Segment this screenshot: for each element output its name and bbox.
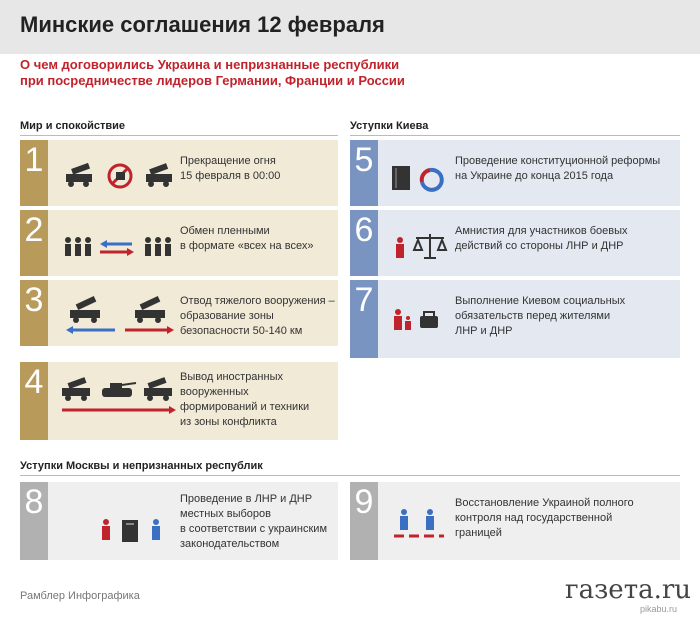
card-number: 4 [20,362,48,440]
person-icon [102,519,110,540]
ballot-box-icon [122,520,138,542]
card-text-line: Восстановление Украиной полного [455,497,634,509]
section-divider [350,135,680,136]
card-text-line: Отвод тяжелого вооружения – [180,295,335,307]
card-1 [20,140,338,206]
card-number: 6 [350,210,378,276]
card-text-line: образование зоны [180,310,274,322]
section-title-moscow: Уступки Москвы и непризнанных республик [20,460,263,472]
card-icons [60,370,180,420]
card-text-line: 15 февраля в 00:00 [180,170,281,182]
card-text-line: местных выборов [180,508,272,520]
card-number: 5 [350,140,378,206]
card-icons [60,218,180,268]
card-text [455,224,675,254]
soldier-icon [145,237,171,256]
missile-launcher-icon [66,163,92,187]
section-divider [20,135,338,136]
card-text-line: безопасности 50-140 км [180,325,303,337]
card-number: 7 [350,280,378,358]
card-icons [60,148,180,198]
missile-launcher-icon [70,296,100,323]
card-text-line: границей [455,527,502,539]
soldier-icon [65,237,91,256]
section-title-peace: Мир и спокойствие [20,120,125,132]
card-text-line: законодательством [180,538,280,550]
tank-icon [102,383,136,397]
card-text [180,294,345,339]
card-icons [60,288,180,338]
card-6 [350,210,680,276]
arrow-icon [125,326,174,334]
person-icon [394,309,411,330]
arrow-icon [66,326,115,334]
missile-launcher-icon [144,377,172,401]
card-text-line: формирований и техники [180,401,310,413]
missile-launcher-icon [135,296,165,323]
brand-logo: газета.ru [565,575,692,605]
card-text-line: из зоны конфликта [180,416,277,428]
card-9 [350,482,680,560]
card-text [180,224,345,254]
card-icons [60,490,180,540]
card-text-line: Проведение конституционной реформы [455,155,661,167]
card-text-line: действий со стороны ЛНР и ДНР [455,240,624,252]
card-2 [20,210,338,276]
card-number: 9 [350,482,378,560]
card-text-line: в соответствии с украинским [180,523,328,535]
wallet-icon [420,312,438,328]
prohibited-icon [109,165,131,187]
card-4 [20,362,338,440]
card-number: 1 [20,140,48,206]
card-text [455,496,675,541]
subtitle-line-1: О чем договорились Украина и непризнанные республики [20,57,400,72]
section-title-kiev: Уступки Киева [350,120,429,132]
missile-launcher-icon [146,163,172,187]
card-5 [350,140,680,206]
person-icon [396,237,404,258]
arrow-icon [100,240,132,248]
person-icon [152,519,160,540]
watermark: pikabu.ru [640,604,678,614]
source-credit: Рамблер Инфографика [20,590,140,602]
card-text-line: на Украине до конца 2015 года [455,170,614,182]
card-text-line: Проведение в ЛНР и ДНР [180,493,313,505]
page-title: Минские соглашения 12 февраля [20,12,385,37]
card-text-line: Обмен пленными [180,225,270,237]
card-text-line: в формате «всех на всех» [180,240,314,252]
reform-cycle-icon [422,170,442,190]
scales-icon [414,234,446,258]
card-text-line: Амнистия для участников боевых [455,225,628,237]
card-text [455,294,675,339]
card-7 [350,280,680,358]
arrow-icon [62,406,176,414]
card-text [180,154,345,184]
card-text-line: Прекращение огня [180,155,276,167]
subtitle-line-2: при посредничестве лидеров Германии, Франции и России [20,73,405,88]
card-text-line: ЛНР и ДНР [455,325,513,337]
card-text-line: Выполнение Киевом социальных [455,295,626,307]
card-text [180,492,345,552]
book-icon [392,166,410,190]
card-text-line: Вывод иностранных [180,371,283,383]
card-text-line: контроля над государственной [455,512,613,524]
page-subtitle [20,57,580,89]
section-divider [20,475,680,476]
arrow-icon [100,248,134,256]
card-number: 2 [20,210,48,276]
card-text-line: обязательств перед жителями [455,310,611,322]
card-number: 8 [20,482,48,560]
card-text-line: вооруженных [180,386,249,398]
card-8 [20,482,338,560]
card-text [455,154,675,184]
card-number: 3 [20,280,48,346]
border-icon [394,509,444,536]
missile-launcher-icon [62,377,90,401]
card-text [180,370,345,430]
card-3 [20,280,338,346]
